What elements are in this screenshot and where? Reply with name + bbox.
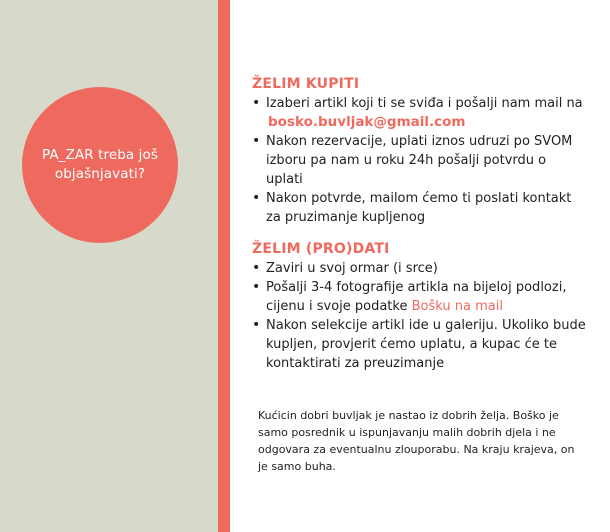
buy-step-1-text: Izaberi artikl koji ti se sviđa i pošalji nam mail na <box>266 96 583 111</box>
bosko-mail-link[interactable]: Bošku na mail <box>411 299 503 314</box>
buy-step-3 <box>252 189 587 227</box>
disclaimer-note: Kućicin dobri buvljak je nastao iz dobrih želja. Boško je samo posrednik u ispunjavanju malih dobrih djela i ne odgovara za eventualnu zlouporabu. Na kraju krajeva, on je samo buha. <box>258 409 575 473</box>
sell-step-3 <box>252 316 587 373</box>
sell-step-3-text: Nakon selekcije artikl ide u galeriju. Ukoliko bude kupljen, provjerit ćemo uplatu, a kupac će te kontaktirati za preuzimanje <box>266 318 586 371</box>
sell-step-1-text: Zaviri u svoj ormar (i srce) <box>266 261 438 276</box>
contact-email-link[interactable]: bosko.buvljak@gmail.com <box>268 114 466 130</box>
sell-step-1 <box>252 259 587 278</box>
buy-step-1 <box>252 94 587 132</box>
buy-steps-list <box>252 94 587 227</box>
sell-steps-list <box>252 259 587 373</box>
intro-circle <box>22 87 178 243</box>
buy-step-2 <box>252 132 587 189</box>
buy-step-2-text: Nakon rezervacije, uplati iznos udruzi po SVOM izboru pa nam u roku 24h pošalji potvrdu o uplati <box>266 134 573 187</box>
divider-stripe <box>218 0 230 532</box>
sell-section-title: ŽELIM (PRO)DATI <box>252 241 390 257</box>
intro-circle-text: PA_ZAR treba još objašnjavati? <box>41 147 159 182</box>
buy-section-title: ŽELIM KUPITI <box>252 76 360 92</box>
left-panel <box>0 0 218 532</box>
sell-step-2 <box>252 278 587 316</box>
sell-step-2-text: Pošalji 3-4 fotografije artikla na bijeloj podlozi, cijenu i svoje podatke <box>266 280 567 314</box>
buy-step-3-text: Nakon potvrde, mailom ćemo ti poslati kontakt za pruzimanje kupljenog <box>266 191 572 225</box>
main-content <box>252 74 587 373</box>
